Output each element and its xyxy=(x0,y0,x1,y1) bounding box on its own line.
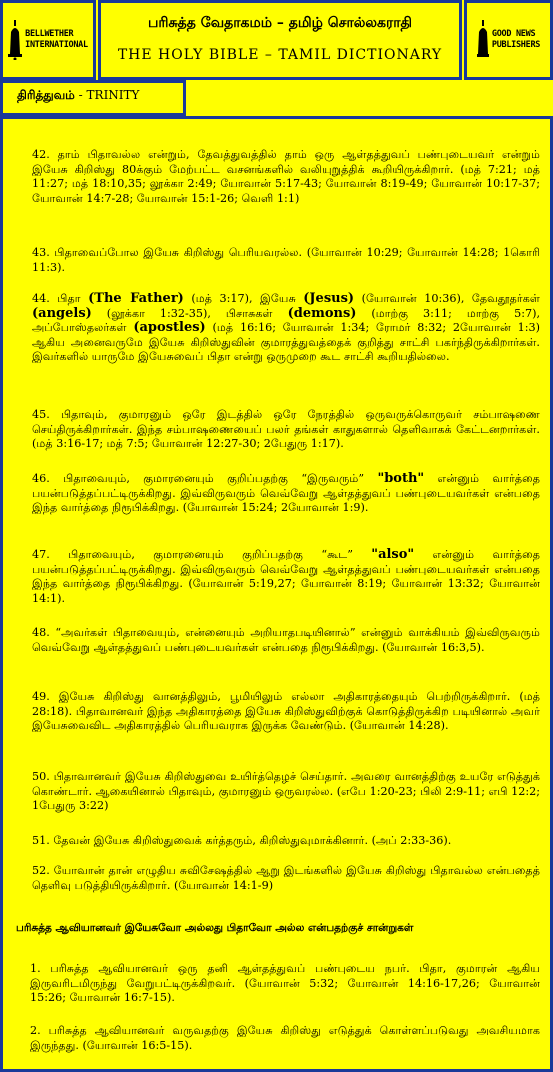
p44-jesus: (Jesus) xyxy=(303,291,355,306)
subtitle-tamil: திரித்துவம் xyxy=(17,88,75,102)
p47-part-a: 47. பிதாவையும், குமாரனையும் குறிப்பதற்கு “கூட” xyxy=(32,548,353,561)
p46-part-a: 46. பிதாவையும், குமாரனையும் குறிப்பதற்கு “இருவரும்” xyxy=(32,472,365,485)
p46-both: "both" xyxy=(377,471,425,486)
p44-demons: (demons) xyxy=(287,305,357,321)
title-tamil: பரிசுத்த வேதாகமம் – தமிழ் சொல்லகராதி xyxy=(148,15,412,31)
bell-icon xyxy=(477,20,489,60)
bell-icon xyxy=(8,20,22,60)
p44-part-c: (யோவான் 10:36), தேவதூதர்கள் xyxy=(361,292,540,305)
p44-angels: (angels) xyxy=(32,305,92,321)
p44-part-b: (மத் 3:17), இயேசு xyxy=(191,292,296,305)
paragraph-52: 52. யோவான் தான் எழுதிய சுவிசேஷத்தில் ஆறு இடங்களில் இயேசு கிறிஸ்து பிதாவல்ல என்பதைத் தெளிவு படுத்தியிருக்கிறார். (யோவான் 14:1-9) xyxy=(32,864,540,892)
p44-part-a: 44. பிதா xyxy=(32,292,81,305)
p44-part-d: (லூக்கா 1:32-35), பிசாசுகள் xyxy=(106,306,273,320)
paragraph-45: 45. பிதாவும், குமாரனும் ஒரே இடத்தில் ஒரே நேரத்தில் ஒருவருக்கொருவர் சம்பாஷணை செய்திருக்கிறார்கள். இந்த சம்பாஷணையைப் பலர் தங்கள் காதுகளால் தெளிவாகக் கேட்டனறார்கள். (மத் 3:16-17; மத் 7:5; யோவான் 12:27-30; 2பேதுரு 1:17). xyxy=(32,408,540,451)
paragraph-46 xyxy=(32,472,540,532)
paragraph-50: 50. பிதாவானவர் இயேசு கிறிஸ்துவை உயிர்த்தெழச் செய்தார். அவரை வானத்திற்கு உயரே எடுத்துக் கொண்டார். ஆகையினால் பிதாவும், குமாரனும் ஒருவரல்ல. (எபே 1:20-23; பிலி 2:9-11; எபி 12:2; 1பேதுரு 3:22) xyxy=(32,770,540,813)
p44-part-e: (மாற்கு 3:11; மாற்கு 5:7), அப்போஸ்தலர்கள் xyxy=(32,306,541,335)
logo-left-text: BELLWETHER INTERNATIONAL xyxy=(25,29,88,50)
section-heading: பரிசுத்த ஆவியானவர் இயேசுவோ அல்லது பிதாவோ அல்ல என்பதற்குச் சான்றுகள் xyxy=(16,922,414,934)
subtitle-english: - TRINITY xyxy=(74,88,140,102)
title-box xyxy=(98,0,462,80)
paragraph-48: 48. “அவர்கள் பிதாவையும், என்னையும் அறியாதபடியினால்” என்னும் வாக்கியம் இவ்விருவரும் வெவ்வேறு ஆள்தத்துவப் பண்புடையவர்கள் என்பதை நிரூபிக்கிறது. (யோவான் 16:3,5). xyxy=(32,626,540,654)
bellwether-logo-box xyxy=(0,0,96,80)
p44-apostles: (apostles) xyxy=(133,320,206,336)
holy-spirit-point-1: 1. பரிசுத்த ஆவியானவர் ஒரு தனி ஆள்தத்துவப் பண்புடைய நபர். பிதா, குமாரன் ஆகிய இருவரிடமிருந்து வேறுபட்டிருக்கிறவர். (யோவான் 5:32; யோவான் 14:16-17,26; யோவான் 15:26; யோவான் 16:7-15). xyxy=(30,962,540,1005)
p46-part-b: என்னும் வார்த்தை பயன்படுத்தப்பட்டிருக்கிறது. இவ்விருவரும் வெவ்வேறு ஆள்தத்துவப் பண்புடையவர்கள் என்பதை இந்த வார்த்தை நிரூபிக்கிறது. (யோவான் 15:24; 2யோவான் 1:9). xyxy=(32,472,540,515)
paragraph-44 xyxy=(32,292,540,398)
p47-also: "also" xyxy=(371,547,415,562)
subtitle-box xyxy=(0,80,186,116)
paragraph-51: 51. தேவன் இயேசு கிறிஸ்துவைக் கர்த்தரும், கிறிஸ்துவுமாக்கினார். (அப் 2:33-36). xyxy=(32,834,452,847)
logo-right-text: GOOD NEWS PUBLISHERS xyxy=(491,29,541,50)
p44-part-f: (மத் 16:16; யோவான் 1:34; ரோமர் 8:32; 2யோவான் 1:3) ஆகிய அனைவருமே இயேசு கிறிஸ்துவின் குமாரத்துவத்தைக் குறித்து சாட்சி பகர்ந்திருக்கிறார்கள். இவர்களில் யாருமே இயேசுவைப் பிதா என்று ஒருமுறை கூட சாட்சி கூறியதில்லை. xyxy=(32,321,540,364)
paragraph-49: 49. இயேசு கிறிஸ்து வானத்திலும், பூமியிலும் எல்லா அதிகாரத்தையும் பெற்றிருக்கிறார். (மத் 28:18). பிதாவானவர் இந்த அதிகாரத்தை இயேசு கிறிஸ்துவிற்குக் கொடுத்திருக்கிற படியினால் அவர் இயேசுவைவிட அதிகாரத்தில் பெரியவராக இருக்க வேண்டும். (யோவான் 14:28). xyxy=(32,690,540,733)
goodnews-logo-box xyxy=(464,0,553,80)
holy-spirit-point-2: 2. பரிசுத்த ஆவியானவர் வருவதற்கு இயேசு கிறிஸ்து எடுத்துக் கொள்ளப்படுவது அவசியமாக இருந்தது. (யோவான் 16:5-15). xyxy=(30,1024,540,1052)
paragraph-47 xyxy=(32,548,540,608)
p47-part-b: என்னும் வார்த்தை பயன்படுத்தப்பட்டிருக்கிறது. இவ்விருவரும் வெவ்வேறு ஆள்தத்துவப் பண்புடையவர்கள் என்பதை இந்த வார்த்தை நிரூபிக்கிறது. (யோவான் 5:19,27; யோவான் 8:19; யோவான் 13:32; யோவான் 14:1). xyxy=(32,548,540,605)
paragraph-42: 42. தாம் பிதாவல்ல என்றும், தேவத்துவத்தில் தாம் ஒரு ஆள்தத்துவப் பண்புடையவர் என்றும் இயேசு கிறிஸ்து 80க்கும் மேற்பட்ட வசனங்களில் வலியுறுத்திக் கூறியிருக்கிறார். (மத் 7:21; மத் 11:27; மத் 18:10,35; லூக்கா 2:49; யோவான் 5:17-43; யோவான் 8:19-49; யோவான் 10:17-37; யோவான் 14:7-28; யோவான் 15:1-26; வெளி 1:1) xyxy=(32,148,540,205)
paragraph-43: 43. பிதாவைப்போல இயேசு கிறிஸ்து பெரியவரல்ல. (யோவான் 10:29; யோவான் 14:28; 1கொரி 11:3). xyxy=(32,246,540,274)
title-english: THE HOLY BIBLE – TAMIL DICTIONARY xyxy=(117,47,443,63)
p44-the-father: (The Father) xyxy=(88,291,184,306)
